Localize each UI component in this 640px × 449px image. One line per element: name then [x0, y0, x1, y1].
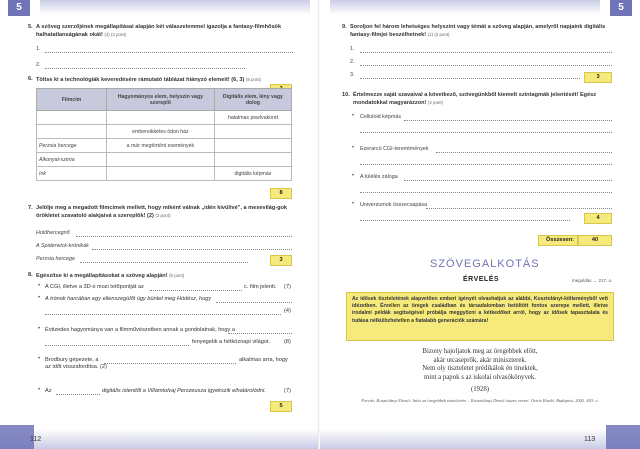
answer-line[interactable] [360, 65, 612, 66]
statement: Évtizedes hagyománya van a filmművészetben annak a gondolatnak, hogy a [45, 327, 235, 333]
question-number: 9. [342, 24, 347, 30]
table-header: Hagyományos elem, helyszín vagy szereplő [107, 89, 215, 111]
poem-line: akár utcaseprők, akár miniszterek. [433, 356, 527, 364]
question-number: 7. [28, 205, 33, 211]
line-ref: (7) [284, 388, 291, 394]
answer-line[interactable] [360, 132, 612, 133]
answer-line[interactable] [56, 394, 100, 395]
statement: Az [45, 388, 52, 394]
question-number: 10. [342, 92, 350, 98]
table-row: Ink digitális képmás [37, 167, 292, 181]
total-score: 40 [578, 235, 612, 246]
bullet: • [38, 387, 41, 393]
film-title: A Spiderwick-krónikák [36, 243, 89, 249]
score-box: 3 [270, 255, 292, 266]
writing-task: Az idősek tiszteletének alapvetően emberi igényét olvashatjuk az alábbi, Kosztolányi-költeményből vett idézetben. Érvelien az öregek családban és társadalomban betöltött fontos szerepe mellett, illetve irodalmi példák segítségével próbálja meggyőzni a kétkedőket arról, hogy az idősek tapasztalata és tudása nélkülözhetetlen a fiatalabb generációk számára! [346, 292, 614, 341]
subsection-title: ÉRVELÉS [463, 276, 500, 283]
answer-line[interactable] [360, 220, 570, 221]
statement: A CGI, illetve a 3D-s mozi tetőpontját az [45, 284, 144, 290]
phrase: Ezerarcú CGI-teremtmények [360, 146, 429, 152]
table-header: Filmcím [37, 89, 107, 111]
phrase: Univerzumok összecsapása [360, 202, 428, 208]
statement-end: alkalmas arra, hogy az időt visszaforditsa. [45, 357, 288, 371]
answer-line[interactable] [426, 208, 612, 209]
answer-line[interactable] [360, 164, 612, 165]
score-box: 3 [584, 72, 612, 83]
statement-end: c. film jelenti. [244, 284, 277, 290]
total-label: Összesen: [538, 235, 578, 246]
corner-block [606, 425, 640, 449]
chapter-tab: 5 [610, 0, 632, 16]
question-number: 5. [28, 24, 33, 30]
solution-reference: megoldás → 217. o. [572, 278, 613, 283]
score-box: 4 [584, 213, 612, 224]
question-text: Töltse ki a technológiák keveredésére rámutató táblázat hiányzó elemeit! (6, 3) (8 pont) [36, 77, 262, 83]
header-decoration [330, 0, 600, 14]
statement-end: digitális istenitől a Villámtolvaj Perszeusza igyekszik elhatárolódni. [102, 388, 266, 394]
answer-line-label: 3. [350, 72, 355, 78]
poem-line: Bizony hajoljatok meg az öregebbek előtt, [422, 348, 538, 355]
chapter-tab: 5 [8, 0, 30, 16]
phrase: A túlélés záloga [360, 174, 398, 180]
section-title: SZÖVEGALKOTÁS [430, 258, 540, 270]
question-text: A szöveg szerzőjének megállapításai alapján két válaszelemmel igazolja a fantasy-filmhősök halhatatlanságának okát! (4) (2 pont) [36, 24, 282, 39]
bullet: • [352, 173, 355, 179]
question-text: Egészítse ki a megállapításokat a szöveg alapján! (5 pont) [36, 273, 185, 279]
question-number: 8. [28, 272, 33, 278]
answer-line-label: 2. [350, 59, 355, 65]
line-ref: (7) [284, 284, 291, 290]
technology-table [36, 88, 292, 181]
answer-line[interactable] [404, 180, 612, 181]
statement: A trónok harcában egy ellenszegülőt úgy büntet meg Hódész, hogy [45, 296, 212, 302]
answer-line-label: 2. [36, 62, 41, 68]
answer-line[interactable] [228, 333, 292, 334]
answer-line[interactable] [76, 236, 292, 237]
answer-line-label: 1. [350, 46, 355, 52]
question-text: Értelmezze saját szavaival a következő, szövegünkből kiemelt szintagmák jelentését! Egész mondatokkal magyarázzon! (2 pont) [353, 92, 597, 107]
header-decoration [40, 0, 310, 14]
answer-line[interactable] [45, 314, 281, 315]
line-ref: (8) [284, 339, 291, 345]
line-ref: (4) [284, 308, 291, 314]
answer-line[interactable] [436, 152, 612, 153]
score-box: 5 [270, 401, 292, 412]
score-box: 8 [270, 188, 292, 199]
phrase: Celluloid képmás [360, 114, 402, 120]
answer-line-label: 1. [36, 46, 41, 52]
bullet: • [38, 326, 41, 332]
statement-end: fenyegetik a hétköznapi világot. [192, 339, 271, 345]
answer-line[interactable] [45, 52, 293, 53]
line-ref: (2) [100, 364, 107, 370]
table-row: Alkonyat-széria [37, 153, 292, 167]
bullet: • [38, 295, 41, 301]
poem-line: mint a papok s az iskolai olvasókönyvek. [424, 373, 536, 381]
question-number: 6. [28, 76, 33, 82]
bullet: • [352, 113, 355, 119]
page-number: 112 [30, 436, 42, 443]
footer-decoration [0, 429, 320, 449]
question-text: Soroljon fel három lehetséges helyszínt vagy témát a szöveg alapján, amelyről napjaink digitális fantasy-filmjei beszélhetnek! (1) (3 pont) [350, 24, 606, 39]
answer-line[interactable] [45, 68, 245, 69]
bullet: • [38, 283, 41, 289]
page-number: 113 [584, 436, 596, 443]
question-text: Jelölje meg a megadott filmcímek mellett, hogy miként válnak „idén kívülivé", a mesevilág-gok örökletet szavatoló alakjaivá a szereplők! (2) (3 pont) [36, 205, 288, 220]
film-title: Holdhercegnő [36, 230, 70, 236]
poem-year: (1928) [470, 386, 490, 393]
bullet: • [352, 201, 355, 207]
right-page [320, 0, 640, 449]
answer-line[interactable] [216, 302, 292, 303]
table-row: Perzsia hercege a már megtörtént események [37, 139, 292, 153]
table-header: Digitális elem, lény vagy dolog [214, 89, 291, 111]
answer-line[interactable] [360, 192, 612, 193]
answer-line[interactable] [80, 262, 248, 263]
poem [380, 348, 580, 382]
answer-line[interactable] [150, 290, 242, 291]
statement: Brodbury gépezete, a [45, 357, 99, 363]
answer-line[interactable] [360, 78, 580, 79]
poem-line: Nem oly tiszteletet prédikálok én tinektek, [422, 365, 538, 373]
citation: Forrás: Kosztolányi Dezső: Intés az öregebbek tiszteletére – Kosztolányi Dezső összes versei. Osiris Kiadó, Budapest, 2002. 403. o. [361, 398, 599, 403]
bullet: • [38, 356, 41, 362]
answer-line[interactable] [45, 345, 189, 346]
table-row: embereikkétes ódon ház [37, 125, 292, 139]
answer-line[interactable] [92, 249, 292, 250]
table-row: hatalmas pixelvakond [37, 111, 292, 125]
corner-block [0, 425, 34, 449]
answer-line[interactable] [360, 52, 612, 53]
film-title: Perzsia hercege [36, 256, 75, 262]
bullet: • [352, 145, 355, 151]
answer-line[interactable] [404, 120, 612, 121]
